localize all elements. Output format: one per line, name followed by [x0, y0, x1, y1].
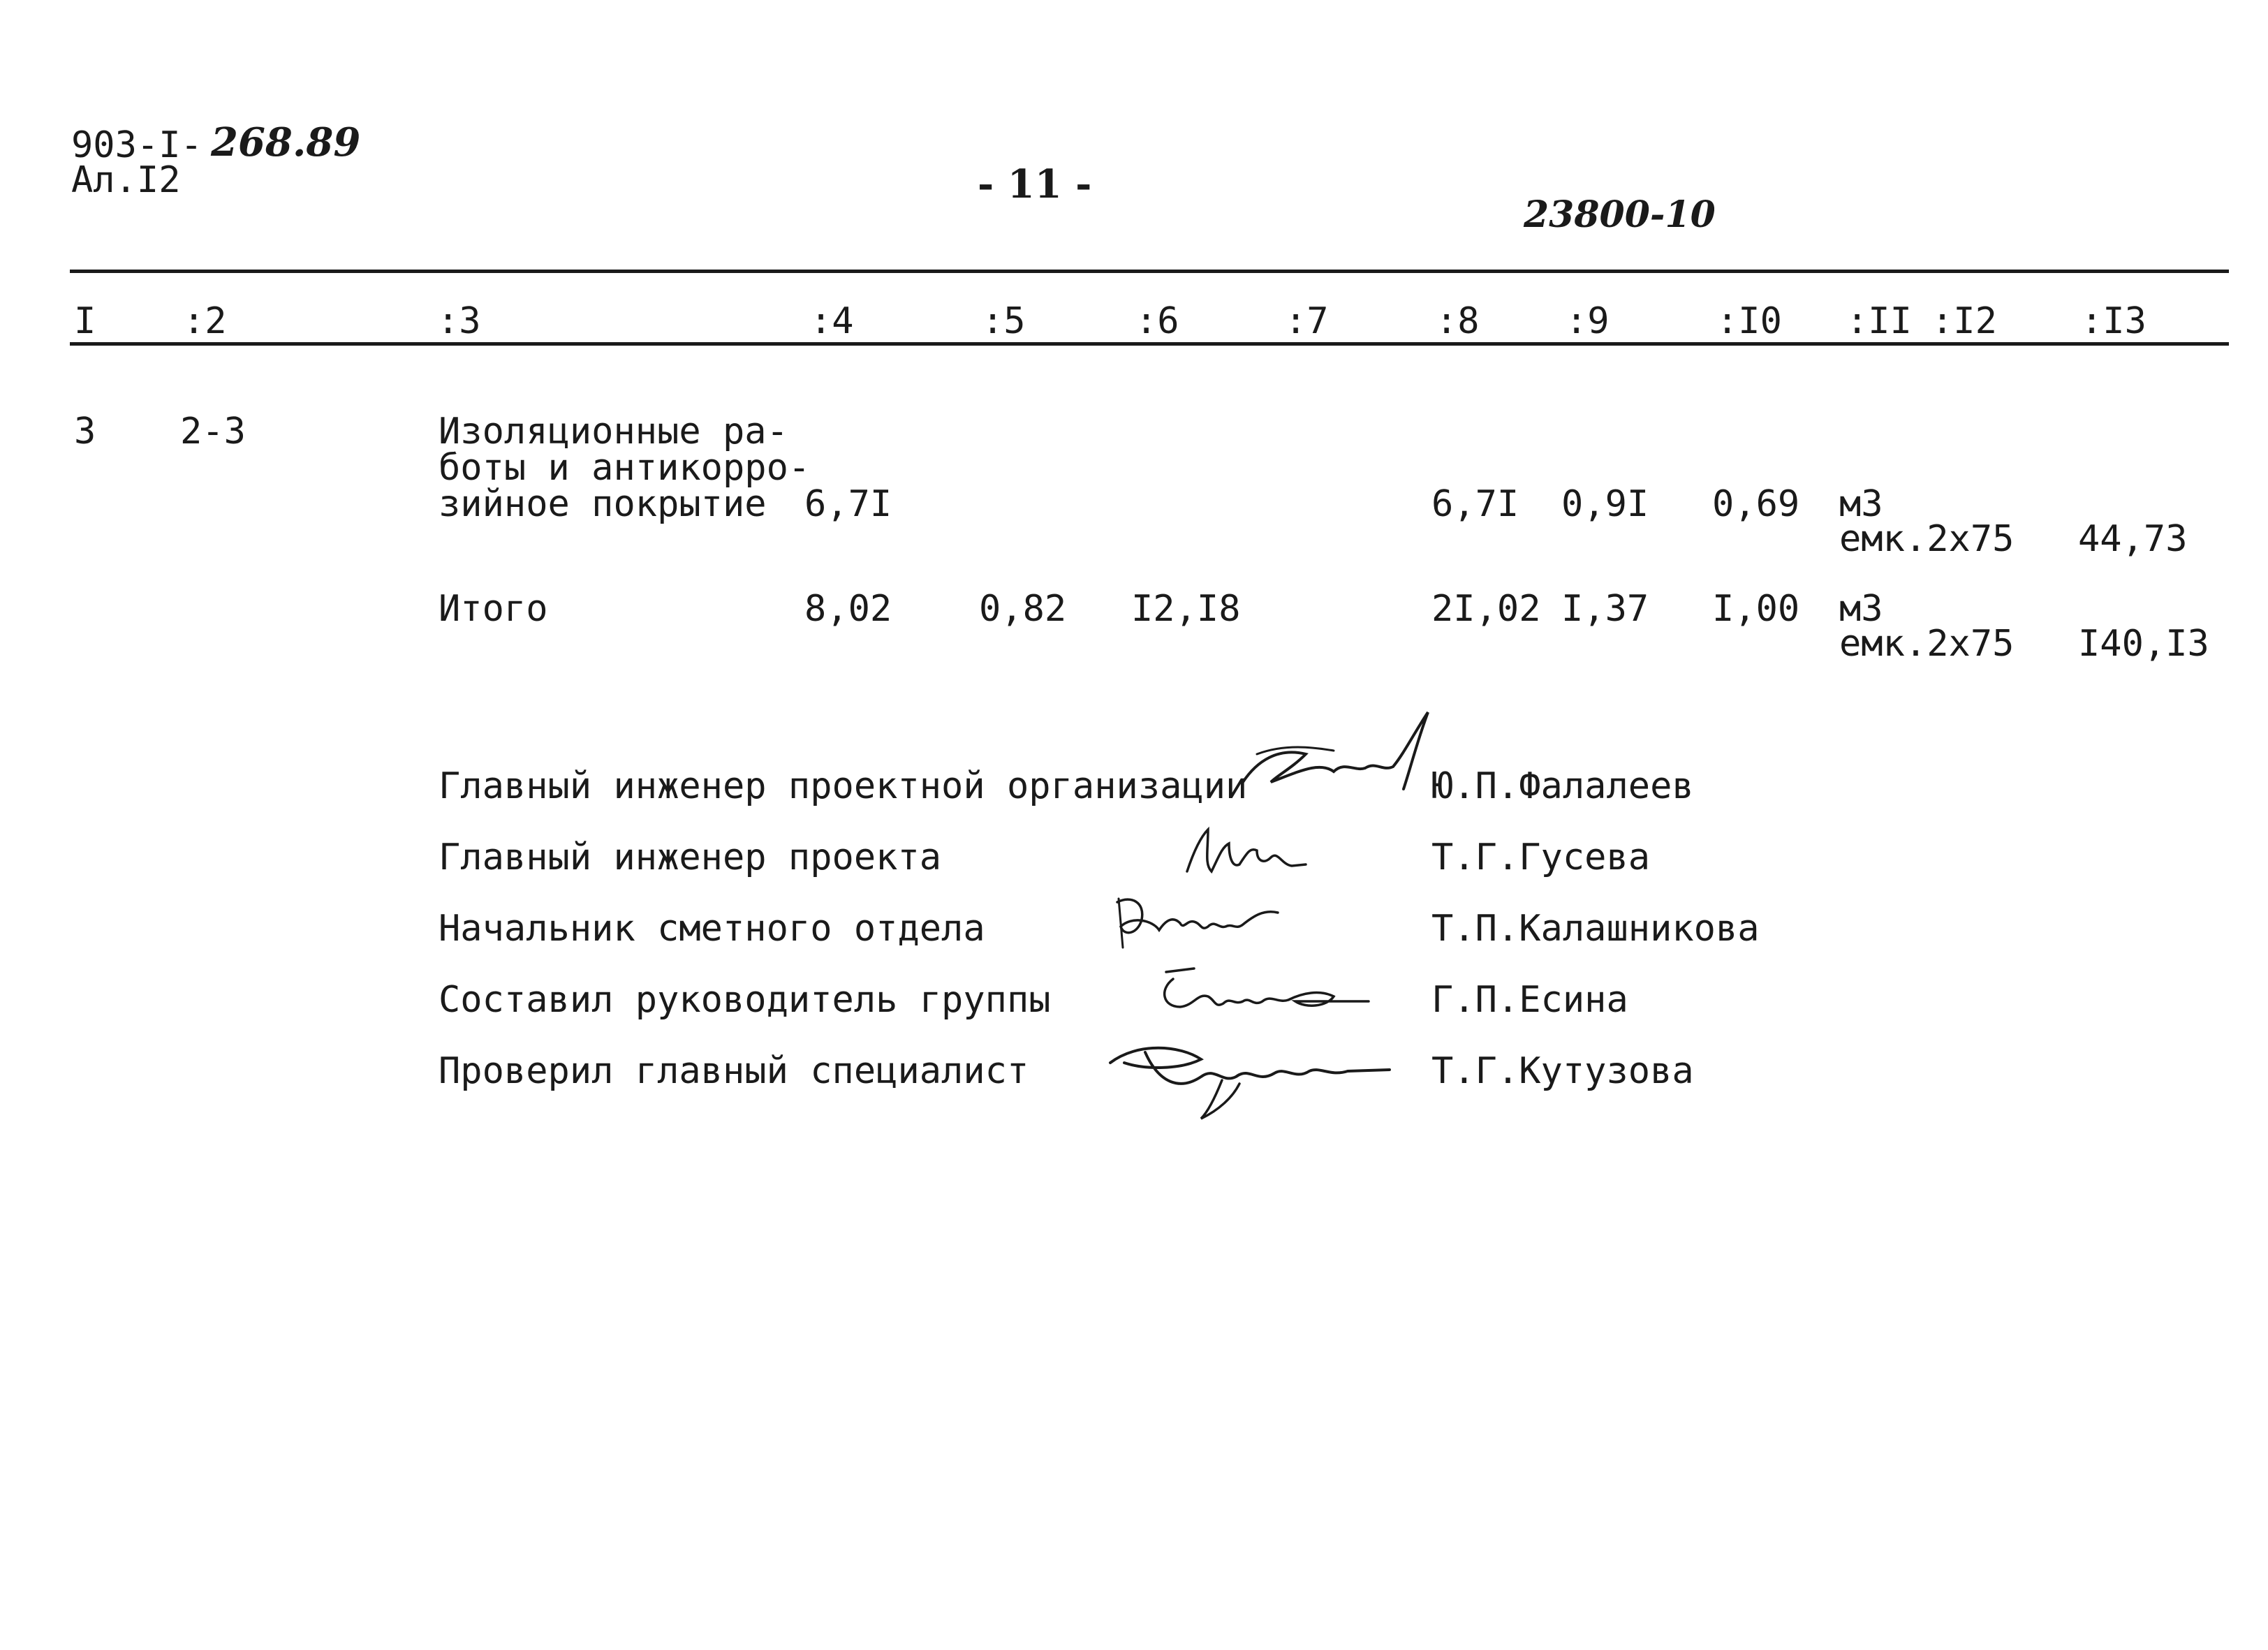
table-header-rule	[70, 342, 2229, 346]
table-top-rule	[70, 270, 2229, 273]
col-header-3: :3	[437, 300, 481, 342]
total-col13-value: I40,I3	[2078, 623, 2209, 665]
total-unit-line-1: м3	[1839, 588, 1883, 630]
col-header-6: :6	[1135, 300, 1179, 342]
row-reference: 2-3	[180, 411, 246, 452]
total-unit-line-2: емк.2х75	[1839, 623, 2015, 665]
page-number: - 11 -	[978, 161, 1092, 207]
col-header-1: I	[74, 300, 96, 342]
album-label: Ал.I2	[71, 159, 181, 201]
col-header-2: :2	[183, 300, 227, 342]
total-col4-value: 8,02	[804, 588, 892, 630]
col-header-8: :8	[1436, 300, 1480, 342]
total-col9-value: I,37	[1561, 588, 1649, 630]
signature-name-4: Г.П.Есина	[1431, 979, 1628, 1021]
signature-scribble-3	[1103, 881, 1299, 958]
row-name-line-1: Изоляционные ра-	[439, 411, 788, 452]
signature-scribble-1	[1229, 705, 1452, 810]
signature-name-2: Т.Г.Гусева	[1431, 837, 1651, 878]
row-col9-value: 0,9I	[1561, 483, 1649, 525]
doc-code-prefix: 903-I-	[71, 124, 202, 166]
signature-name-3: Т.П.Калашникова	[1431, 908, 1760, 950]
col-header-11: :II	[1846, 300, 1912, 342]
row-unit-line-1: м3	[1839, 483, 1883, 525]
col-header-12: :I2	[1931, 300, 1997, 342]
col-header-4: :4	[810, 300, 854, 342]
total-col6-value: I2,I8	[1131, 588, 1241, 630]
row-name-line-3: зийное покрытие	[439, 483, 767, 525]
total-col10-value: I,00	[1712, 588, 1800, 630]
total-col5-value: 0,82	[979, 588, 1067, 630]
signature-role-2: Главный инженер проекта	[439, 837, 942, 878]
inventory-number: 23800-10	[1524, 193, 1716, 236]
signature-name-1: Ю.П.Фалалеев	[1431, 765, 1694, 807]
col-header-9: :9	[1566, 300, 1610, 342]
row-name-line-2: боты и антикорро-	[439, 447, 811, 489]
signature-role-3: Начальник сметного отдела	[439, 908, 985, 950]
signature-scribble-4	[1145, 958, 1383, 1028]
total-col8-value: 2I,02	[1431, 588, 1541, 630]
row-unit-line-2: емк.2х75	[1839, 518, 2015, 560]
total-label: Итого	[439, 588, 548, 630]
row-col13-value: 44,73	[2078, 518, 2188, 560]
doc-code-handwritten: 268.89	[211, 119, 361, 165]
row-col4-value: 6,7I	[804, 483, 892, 525]
signature-name-5: Т.Г.Кутузова	[1431, 1050, 1694, 1092]
col-header-13: :I3	[2081, 300, 2146, 342]
row-col8-value: 6,7I	[1431, 483, 1519, 525]
signature-role-5: Проверил главный специалист	[439, 1050, 1029, 1092]
col-header-5: :5	[982, 300, 1026, 342]
col-header-7: :7	[1285, 300, 1329, 342]
row-number: 3	[74, 411, 96, 452]
row-col10-value: 0,69	[1712, 483, 1800, 525]
signature-scribble-5	[1096, 1028, 1411, 1126]
signature-role-4: Составил руководитель группы	[439, 979, 1051, 1021]
signature-role-1: Главный инженер проектной организации	[439, 765, 1248, 807]
col-header-10: :I0	[1716, 300, 1782, 342]
